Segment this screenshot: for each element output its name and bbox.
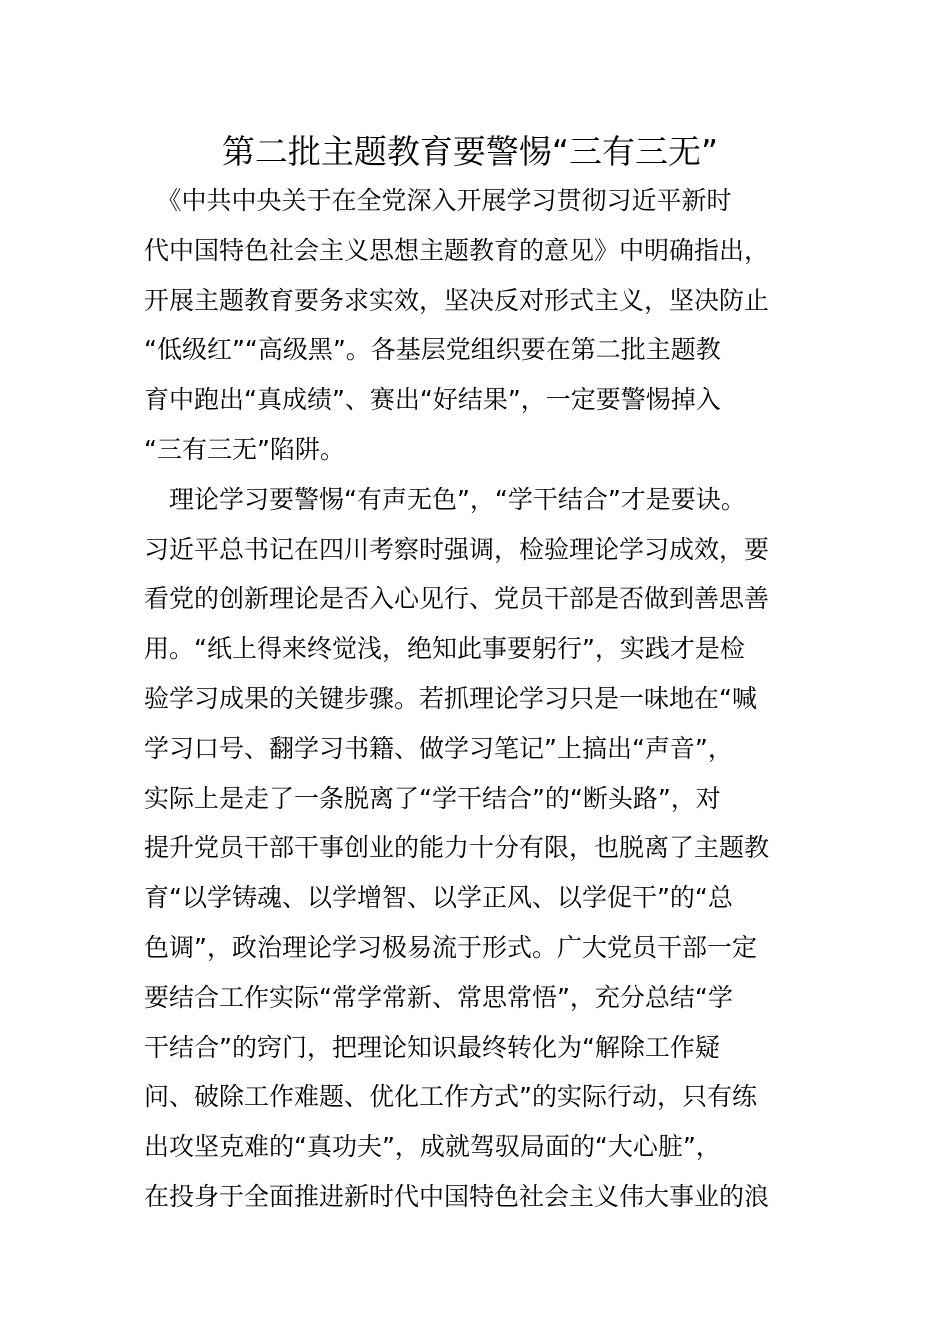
body-line: 在投身于全面推进新时代中国特色社会主义伟大事业的浪	[144, 1181, 770, 1211]
body-line: 育“以学铸魂、以学增智、以学正风、以学促干”的“总	[144, 883, 733, 913]
body-line: 色调”，政治理论学习极易流于形式。广大党员干部一定	[144, 932, 757, 962]
body-line: 看党的创新理论是否入心见行、党员干部是否做到善思善	[144, 584, 770, 614]
body-line: 《中共中央关于在全党深入开展学习贯彻习近平新时	[144, 186, 732, 215]
body-line: 提升党员干部干事创业的能力十分有限，也脱离了主题教	[144, 833, 770, 863]
body-line: 习近平总书记在四川考察时强调，检验理论学习成效，要	[144, 534, 770, 564]
body-line: “三有三无”陷阱。	[144, 434, 345, 464]
body-line: 代中国特色社会主义思想主题教育的意见》中明确指出，	[144, 235, 770, 265]
body-line: 实际上是走了一条脱离了“学干结合”的“断头路”，对	[144, 783, 721, 813]
body-line: 理论学习要警惕“有声无色”，“学干结合”才是要诀。	[144, 484, 746, 514]
body-line: 要结合工作实际“常学常新、常思常悟”，充分总结“学	[144, 982, 733, 1012]
body-line: 干结合”的窍门，把理论知识最终转化为“解除工作疑	[144, 1032, 720, 1062]
body-line: 问、破除工作难题、优化工作方式”的实际行动，只有练	[144, 1082, 757, 1112]
document-body	[144, 176, 824, 1222]
body-line: 验学习成果的关键步骤。若抓理论学习只是一味地在“喊	[144, 683, 757, 713]
body-line: 用。“纸上得来终觉浅，绝知此事要躬行”，实践才是检	[144, 634, 745, 664]
body-line: 学习口号、翻学习书籍、做学习笔记”上搞出“声音”，	[144, 733, 733, 763]
body-line: 出攻坚克难的“真功夫”，成就驾驭局面的“大心脏”，	[144, 1132, 721, 1162]
body-line: “低级红”“高级黑”。各基层党组织要在第二批主题教	[144, 335, 721, 365]
document-title: 第二批主题教育要警惕“三有三无”	[221, 132, 719, 171]
body-line: 育中跑出“真成绩”、赛出“好结果”，一定要警惕掉入	[144, 385, 721, 415]
body-line: 开展主题教育要务求实效，坚决反对形式主义，坚决防止	[144, 285, 770, 315]
